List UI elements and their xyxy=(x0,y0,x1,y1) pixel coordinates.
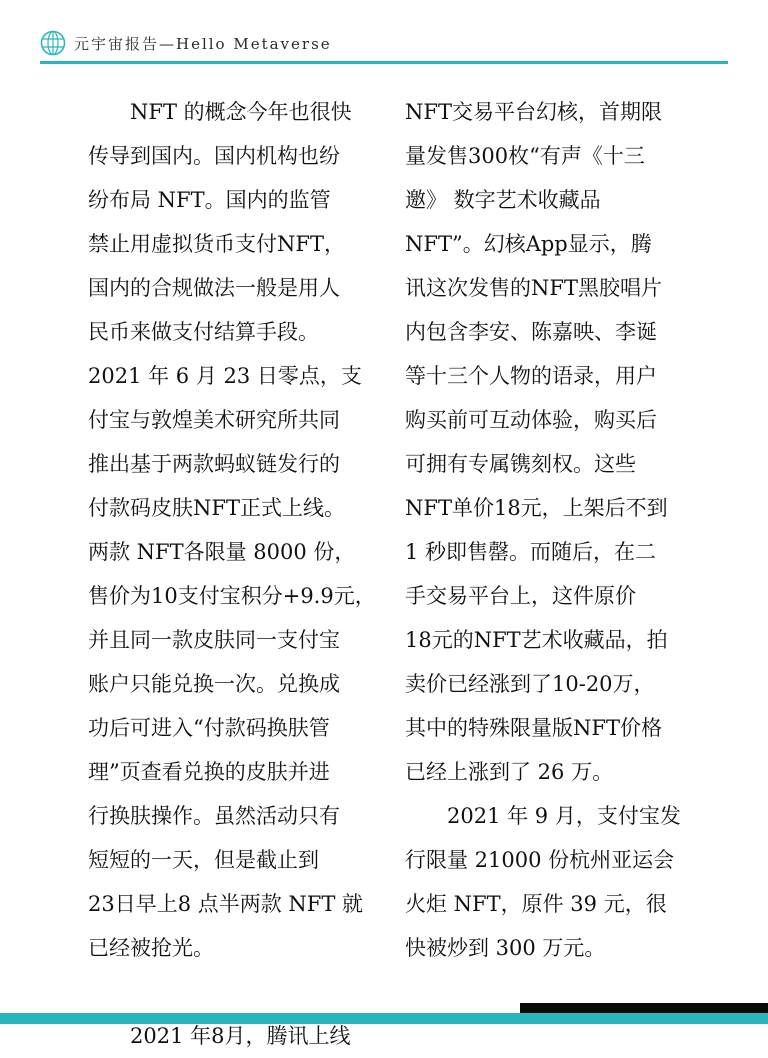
text-line: 其中的特殊限量版NFT价格 xyxy=(405,716,662,740)
globe-icon xyxy=(40,30,66,56)
text-line: 2021 年8月，腾讯上线 xyxy=(88,1024,351,1048)
text-line: 23日早上8 点半两款 NFT 就 xyxy=(88,892,364,916)
footer-black-bar xyxy=(520,1003,768,1013)
footer-teal-bar xyxy=(0,1013,768,1024)
text-line: NFT”。幻核App显示，腾 xyxy=(405,232,652,256)
text-line: 1 秒即售罄。而随后，在二 xyxy=(405,540,657,564)
page-header xyxy=(0,0,768,64)
text-line: 购买前可互动体验，购买后 xyxy=(405,408,657,432)
text-line: 短短的一天，但是截止到 xyxy=(88,848,319,872)
text-line: 两款 NFT各限量 8000 份， xyxy=(88,540,356,564)
text-line: 手交易平台上，这件原价 xyxy=(405,584,636,608)
text-line: 可拥有专属镌刻权。这些 xyxy=(405,452,636,476)
text-line: 已经被抢光。 xyxy=(88,936,214,960)
text-line: 付宝与敦煌美术研究所共同 xyxy=(88,408,340,432)
text-line: 并且同一款皮肤同一支付宝 xyxy=(88,628,340,652)
text-line: 行限量 21000 份杭州亚运会 xyxy=(405,848,675,872)
text-line: 卖价已经涨到了10-20万， xyxy=(405,672,655,696)
text-line: 账户只能兑换一次。兑换成 xyxy=(88,672,340,696)
text-line: 付款码皮肤NFT正式上线。 xyxy=(88,496,345,520)
right-column xyxy=(405,90,705,970)
header-title: 元宇宙报告—Hello Metaverse xyxy=(74,35,332,53)
text-line: NFT单价18元，上架后不到 xyxy=(405,496,668,520)
text-line: 内包含李安、陈嘉映、李诞 xyxy=(405,320,657,344)
text-line: 禁止用虚拟货币支付NFT， xyxy=(88,232,345,256)
text-line: NFT交易平台幻核，首期限 xyxy=(405,100,662,124)
text-line: 民币来做支付结算手段。 xyxy=(88,320,319,344)
text-line: 售价为10支付宝积分+9.9元， xyxy=(88,584,376,608)
text-line: 功后可进入“付款码换肤管 xyxy=(88,716,330,740)
text-line: 快被炒到 300 万元。 xyxy=(405,936,606,960)
text-line: NFT 的概念今年也很快 xyxy=(88,100,352,124)
text-line: 2021 年 9 月，支付宝发 xyxy=(405,804,681,828)
text-line: 国内的合规做法一般是用人 xyxy=(88,276,340,300)
text-line: 纷布局 NFT。国内的监管 xyxy=(88,188,331,212)
text-line: 邀》 数字艺术收藏品 xyxy=(405,188,601,212)
text-line: 2021 年 6 月 23 日零点，支 xyxy=(88,364,362,388)
text-line: 理”页查看兑换的皮肤并进 xyxy=(88,760,330,784)
text-line: 推出基于两款蚂蚁链发行的 xyxy=(88,452,340,476)
text-line: 等十三个人物的语录，用户 xyxy=(405,364,657,388)
header-divider xyxy=(40,61,728,64)
text-line: 已经上涨到了 26 万。 xyxy=(405,760,614,784)
left-column xyxy=(88,90,388,1058)
text-line: 火炬 NFT，原件 39 元，很 xyxy=(405,892,667,916)
text-line: 传导到国内。国内机构也纷 xyxy=(88,144,340,168)
text-line: 18元的NFT艺术收藏品，拍 xyxy=(405,628,668,652)
text-line: 行换肤操作。虽然活动只有 xyxy=(88,804,340,828)
text-line: 量发售300枚“有声《十三 xyxy=(405,144,645,168)
text-line: 讯这次发售的NFT黑胶唱片 xyxy=(405,276,662,300)
text-line xyxy=(88,970,388,1014)
